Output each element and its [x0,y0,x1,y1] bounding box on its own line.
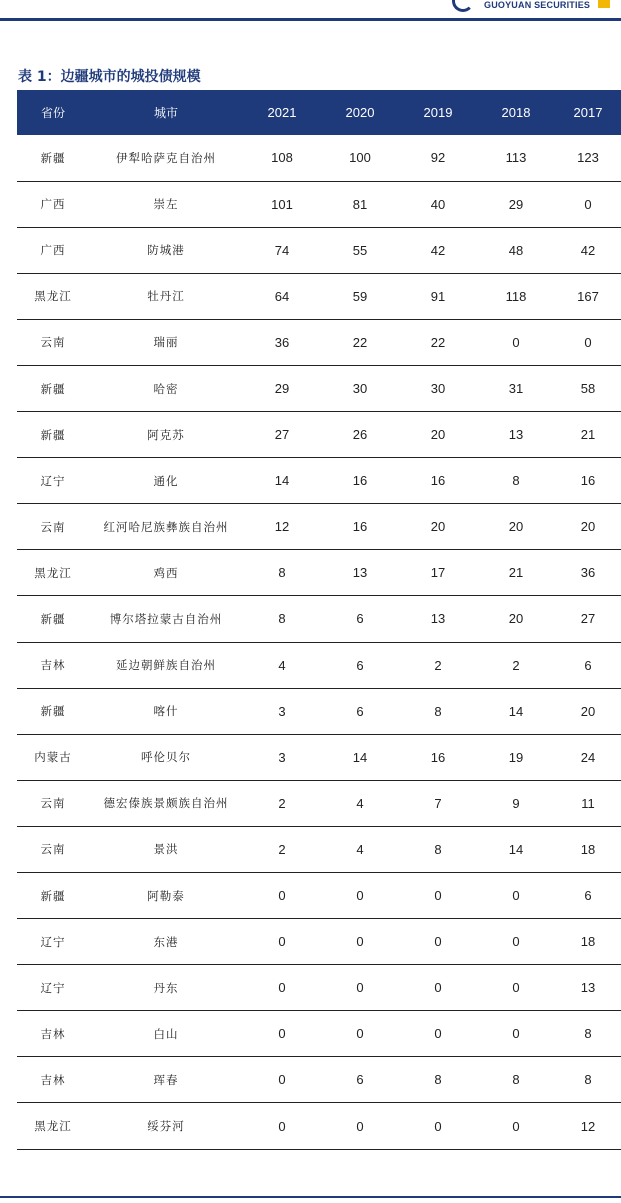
cell-value: 55 [321,227,399,273]
cell-value: 6 [555,642,621,688]
cell-value: 20 [555,504,621,550]
cell-value: 101 [243,181,321,227]
table-row [17,504,621,550]
cell-value: 48 [477,227,555,273]
cell-province: 云南 [17,504,89,550]
cell-value: 9 [477,780,555,826]
cell-value: 30 [321,365,399,411]
cell-province: 新疆 [17,412,89,458]
header-2019: 2019 [423,105,453,120]
cell-value: 14 [477,688,555,734]
table-row [17,458,621,504]
cell-province: 辽宁 [17,458,89,504]
cell-value: 0 [321,965,399,1011]
cell-value: 12 [243,504,321,550]
cell-value: 2 [243,826,321,872]
company-logo-icon [452,0,474,12]
cell-value: 0 [399,1011,477,1057]
cell-province: 内蒙古 [17,734,89,780]
bond-scale-table [17,90,621,1150]
cell-value: 0 [243,965,321,1011]
cell-city: 伊犁哈萨克自治州 [89,135,243,181]
cell-value: 24 [555,734,621,780]
cell-value: 8 [399,826,477,872]
cell-value: 8 [555,1011,621,1057]
cell-province: 广西 [17,181,89,227]
cell-value: 0 [243,1057,321,1103]
header-2018: 2018 [501,105,531,120]
cell-city: 喀什 [89,688,243,734]
cell-province: 新疆 [17,873,89,919]
cell-value: 14 [243,458,321,504]
cell-value: 18 [555,919,621,965]
cell-value: 4 [243,642,321,688]
cell-city: 东港 [89,919,243,965]
cell-value: 4 [321,826,399,872]
cell-value: 0 [399,873,477,919]
cell-value: 16 [555,458,621,504]
cell-value: 16 [399,734,477,780]
cell-value: 2 [399,642,477,688]
footer-divider [0,1196,621,1198]
cell-value: 18 [555,826,621,872]
cell-value: 64 [243,273,321,319]
table-row [17,873,621,919]
cell-value: 13 [399,596,477,642]
cell-value: 0 [321,873,399,919]
header-2017: 2017 [573,105,603,120]
table-row [17,1103,621,1149]
header-divider [0,18,621,21]
cell-city: 牡丹江 [89,273,243,319]
cell-province: 云南 [17,780,89,826]
table-row [17,826,621,872]
cell-value: 8 [399,688,477,734]
header-city: 城市 [153,106,178,120]
table-row [17,688,621,734]
cell-value: 31 [477,365,555,411]
cell-value: 29 [477,181,555,227]
cell-value: 14 [477,826,555,872]
cell-province: 云南 [17,319,89,365]
cell-province: 黑龙江 [17,550,89,596]
cell-value: 19 [477,734,555,780]
cell-province: 辽宁 [17,965,89,1011]
cell-value: 6 [321,642,399,688]
cell-city: 博尔塔拉蒙古自治州 [89,596,243,642]
cell-value: 27 [555,596,621,642]
cell-value: 0 [243,1011,321,1057]
cell-value: 0 [243,873,321,919]
cell-value: 21 [477,550,555,596]
cell-province: 辽宁 [17,919,89,965]
cell-value: 36 [243,319,321,365]
header-2020: 2020 [345,105,375,120]
cell-value: 14 [321,734,399,780]
cell-value: 81 [321,181,399,227]
cell-value: 29 [243,365,321,411]
cell-value: 0 [321,1011,399,1057]
cell-value: 2 [477,642,555,688]
cell-value: 7 [399,780,477,826]
table-header-row [17,90,621,135]
cell-value: 3 [243,734,321,780]
cell-province: 新疆 [17,365,89,411]
table-row [17,596,621,642]
cell-city: 白山 [89,1011,243,1057]
cell-value: 42 [555,227,621,273]
cell-value: 22 [321,319,399,365]
cell-value: 6 [321,688,399,734]
cell-value: 91 [399,273,477,319]
cell-value: 0 [477,1011,555,1057]
cell-value: 36 [555,550,621,596]
cell-city: 阿勒泰 [89,873,243,919]
cell-value: 20 [399,412,477,458]
cell-city: 景洪 [89,826,243,872]
table-row [17,227,621,273]
cell-city: 红河哈尼族彝族自治州 [89,504,243,550]
cell-value: 40 [399,181,477,227]
cell-value: 20 [399,504,477,550]
cell-value: 27 [243,412,321,458]
cell-city: 德宏傣族景颇族自治州 [89,780,243,826]
table-row [17,412,621,458]
cell-value: 30 [399,365,477,411]
cell-value: 0 [555,319,621,365]
cell-value: 92 [399,135,477,181]
table-row [17,642,621,688]
cell-value: 108 [243,135,321,181]
cell-value: 8 [555,1057,621,1103]
cell-province: 吉林 [17,642,89,688]
cell-value: 8 [477,1057,555,1103]
cell-value: 6 [321,1057,399,1103]
cell-value: 13 [477,412,555,458]
header-2021: 2021 [267,105,297,120]
cell-city: 珲春 [89,1057,243,1103]
cell-value: 0 [477,873,555,919]
cell-value: 123 [555,135,621,181]
table-row [17,319,621,365]
cell-value: 0 [399,965,477,1011]
cell-value: 13 [555,965,621,1011]
cell-value: 167 [555,273,621,319]
cell-value: 8 [243,596,321,642]
cell-value: 11 [555,780,621,826]
cell-city: 绥芬河 [89,1103,243,1149]
page-header [0,0,621,22]
cell-city: 呼伦贝尔 [89,734,243,780]
cell-province: 新疆 [17,135,89,181]
cell-value: 0 [321,919,399,965]
cell-city: 阿克苏 [89,412,243,458]
cell-value: 16 [399,458,477,504]
cell-value: 4 [321,780,399,826]
cell-value: 118 [477,273,555,319]
cell-value: 58 [555,365,621,411]
cell-value: 0 [555,181,621,227]
cell-value: 59 [321,273,399,319]
cell-province: 新疆 [17,688,89,734]
cell-value: 22 [399,319,477,365]
cell-value: 8 [243,550,321,596]
cell-value: 0 [477,319,555,365]
cell-value: 8 [477,458,555,504]
table-row [17,1057,621,1103]
cell-value: 42 [399,227,477,273]
table-row [17,919,621,965]
cell-value: 17 [399,550,477,596]
cell-province: 黑龙江 [17,273,89,319]
brand-flag-icon [598,0,610,8]
cell-value: 0 [477,1103,555,1149]
cell-value: 0 [399,1103,477,1149]
cell-value: 20 [477,504,555,550]
cell-value: 0 [243,919,321,965]
table-row [17,1011,621,1057]
cell-value: 0 [477,965,555,1011]
table-row [17,365,621,411]
cell-value: 0 [477,919,555,965]
cell-value: 21 [555,412,621,458]
table-row [17,181,621,227]
cell-city: 瑞丽 [89,319,243,365]
cell-value: 0 [399,919,477,965]
cell-value: 0 [243,1103,321,1149]
cell-city: 哈密 [89,365,243,411]
table-row [17,135,621,181]
table-row [17,965,621,1011]
cell-value: 100 [321,135,399,181]
cell-value: 2 [243,780,321,826]
cell-city: 鸡西 [89,550,243,596]
cell-value: 26 [321,412,399,458]
brand-name: GUOYUAN SECURITIES [484,0,591,10]
cell-value: 3 [243,688,321,734]
cell-city: 丹东 [89,965,243,1011]
cell-city: 崇左 [89,181,243,227]
cell-value: 13 [321,550,399,596]
cell-value: 20 [477,596,555,642]
cell-province: 吉林 [17,1057,89,1103]
cell-province: 广西 [17,227,89,273]
cell-province: 吉林 [17,1011,89,1057]
table-row [17,550,621,596]
cell-value: 8 [399,1057,477,1103]
cell-city: 延边朝鲜族自治州 [89,642,243,688]
cell-value: 16 [321,504,399,550]
cell-value: 6 [321,596,399,642]
cell-value: 113 [477,135,555,181]
cell-city: 通化 [89,458,243,504]
cell-value: 0 [321,1103,399,1149]
cell-value: 12 [555,1103,621,1149]
cell-province: 云南 [17,826,89,872]
table-row [17,780,621,826]
cell-value: 6 [555,873,621,919]
table-caption: 表 1：边疆城市的城投债规模 [18,69,201,85]
cell-province: 黑龙江 [17,1103,89,1149]
header-province: 省份 [40,106,65,120]
cell-value: 74 [243,227,321,273]
cell-value: 20 [555,688,621,734]
table-row [17,734,621,780]
cell-city: 防城港 [89,227,243,273]
table-row [17,273,621,319]
cell-province: 新疆 [17,596,89,642]
cell-value: 16 [321,458,399,504]
